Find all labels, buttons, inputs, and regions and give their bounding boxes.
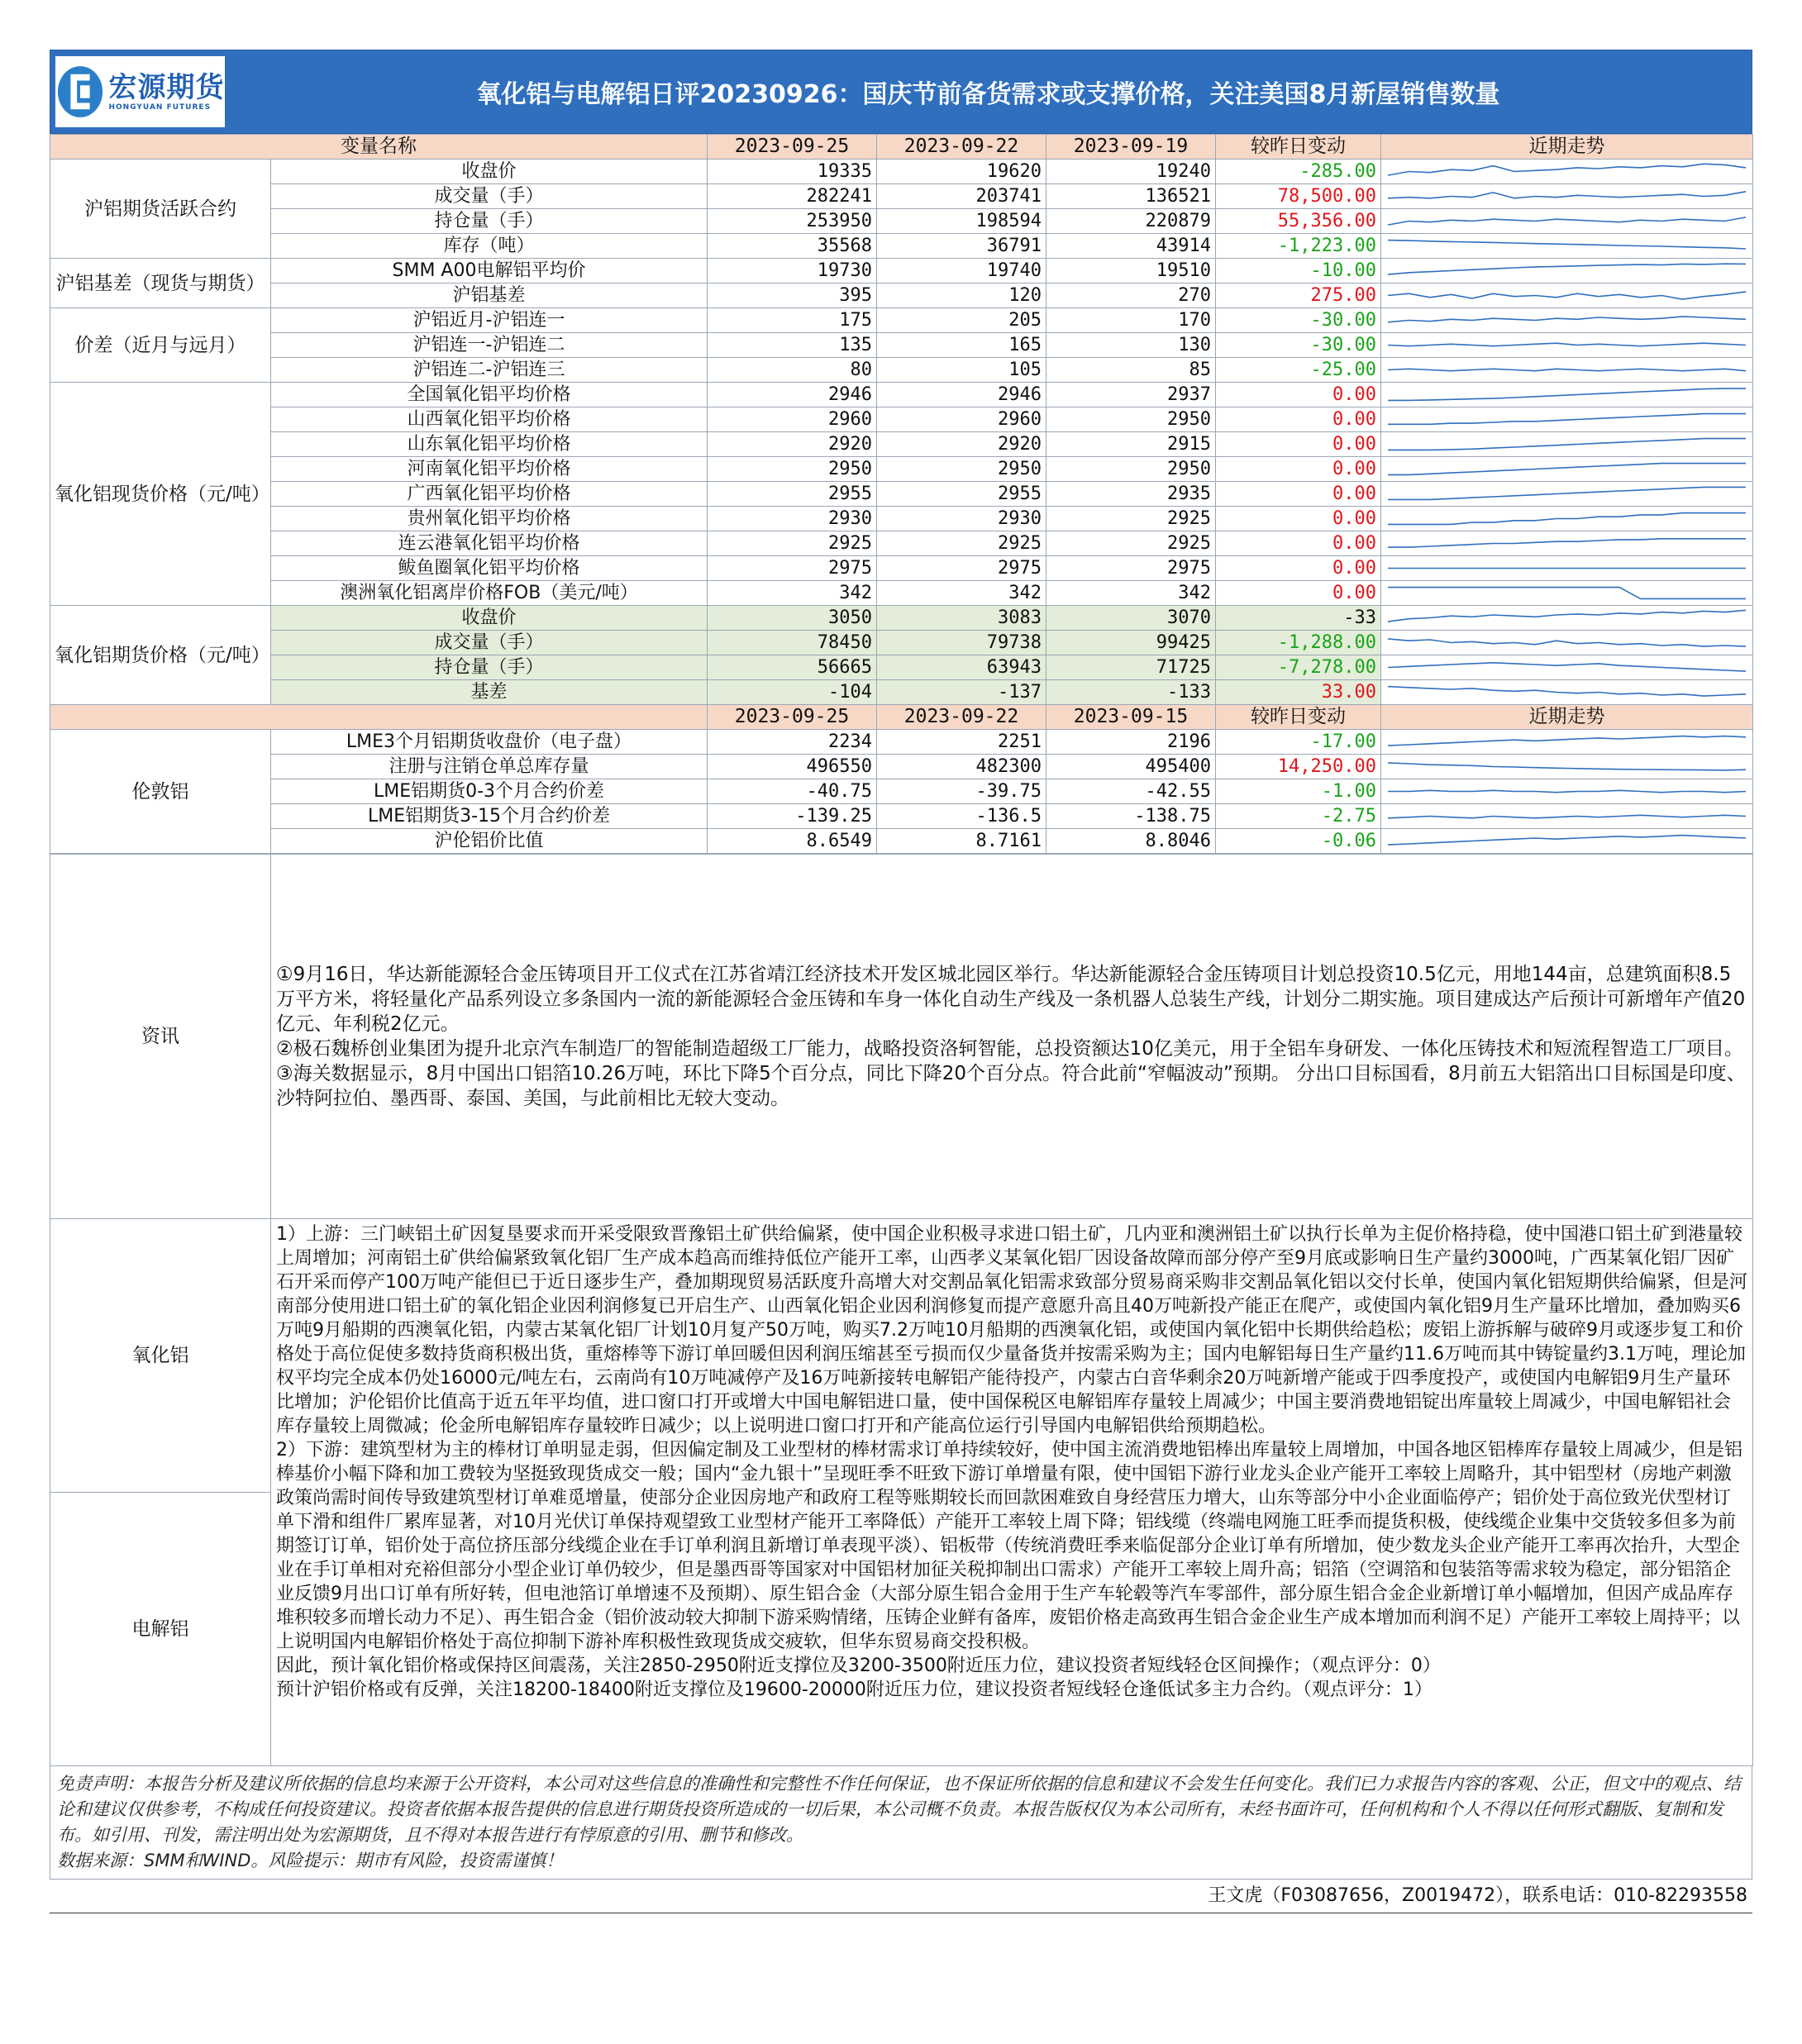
- value-cell: -138.75: [1046, 804, 1216, 829]
- change-cell: -10.00: [1216, 259, 1381, 283]
- value-cell: 136521: [1046, 184, 1216, 209]
- data-row: [50, 779, 1753, 804]
- analysis-content: [271, 1219, 1753, 1766]
- disclaimer-text: 免责声明：本报告分析及建议所依据的信息均来源于公开资料，本公司对这些信息的准确性和完整性不作任何保证，也不保证所依据的信息和建议不会发生任何变化。我们已力求报告内容的客观、公正，但文中的观点、结论和建议仅供参考，不构成任何投资建议。投资者依据本报告提供的信息进行期货投资所造成的一切后果，本公司概不负责。本报告版权仅为本公司所有，未经书面许可，任何机构和个人不得以任何形式翻版、复制和发布。如引用、刊发，需注明出处为宏源期货，且不得对本报告进行有悖原意的引用、删节和修改。: [57, 1774, 1741, 1845]
- data-row: [50, 829, 1753, 854]
- value-cell: 8.6549: [708, 829, 877, 854]
- news-item: ③海关数据显示，8月中国出口铝箔10.26万吨，环比下降5个百分点，同比下降20个百分点。符合此前“窄幅波动”预期。 分出口目标国看，8月前五大铝箔出口目标国是印度、沙特阿拉伯、墨西哥、泰国、美国，与此前相比无较大变动。: [276, 1063, 1746, 1109]
- trend-sparkline-cell: [1381, 184, 1753, 209]
- value-cell: 80: [708, 358, 877, 383]
- column-header: 2023-09-25: [708, 705, 877, 730]
- trend-sparkline-cell: [1381, 209, 1753, 234]
- value-cell: 203741: [877, 184, 1046, 209]
- value-cell: 2925: [708, 531, 877, 556]
- column-header: 2023-09-25: [708, 135, 877, 160]
- variable-name: LME铝期货3-15个月合约价差: [271, 804, 708, 829]
- value-cell: 2950: [877, 457, 1046, 482]
- value-cell: 342: [1046, 581, 1216, 606]
- upstream-analysis: 1）上游：三门峡铝土矿因复垦要求而开采受限致晋豫铝土矿供给偏紧，使中国企业积极寻求进口铝土矿，几内亚和澳洲铝土矿以执行长单为主促价格持稳，使中国港口铝土矿到港量较上周增加；河南铝土矿供给偏紧致氧化铝厂生产成本趋高而维持低位产能开工率，山西孝义某氧化铝厂因设备故障而部分停产至9月底或影响日生产量约3000吨，广西某氧化铝厂因矿石开采而停产100万吨产能但已于近日逐步生产，叠加期现贸易活跃度升高增大对交割品氧化铝需求致部分贸易商采购非交割品氧化铝以交付长单，使国内氧化铝短期供给偏紧，但是河南部分使用进口铝土矿的氧化铝企业因利润修复已开启生产、山西氧化铝企业因利润修复而提产意愿升高且40万吨新投产能正在爬产，或使国内氧化铝9月生产量环比增加，叠加购买6万吨9月船期的西澳氧化铝，内蒙古某氧化铝厂计划10月复产50万吨，购买7.2万吨10月船期的西澳氧化铝，或使国内氧化铝中长期供给趋松；废铝上游拆解与破碎9月或逐步复工和价格处于高位促使多数持货商积极出货，重熔棒等下游订单回暖但因利润压缩甚至亏损而仅少量备货并按需采购为主；国内电解铝每日生产量约11.6万吨而其中铸锭量约3.1万吨，理论加权平均完全成本仍处16000元/吨左右，云南尚有10万吨减停产及16万吨新接转电解铝产能待投产，内蒙古白音华剩余20万吨新增产能或于四季度投产，或使国内电解铝9月生产量环比增加；沪伦铝价比值高于近五年平均值，进口窗口打开或增大中国电解铝进口量，使中国保税区电解铝库存量较上周减少；中国主要消费地铝锭出库量较上周减少，中国电解铝社会库存量较上周微减；伦金所电解铝库存量较昨日减少；以上说明进口窗口打开和产能高位运行引导国内电解铝供给预期趋松。: [276, 1224, 1747, 1437]
- change-cell: -1,223.00: [1216, 234, 1381, 259]
- data-row: [50, 184, 1753, 209]
- trend-sparkline: [1385, 805, 1749, 827]
- value-cell: 270: [1046, 283, 1216, 308]
- column-header: 2023-09-22: [877, 135, 1046, 160]
- value-cell: 2925: [877, 531, 1046, 556]
- data-row: [50, 160, 1753, 184]
- variable-name: LME铝期货0-3个月合约价差: [271, 779, 708, 804]
- trend-line: [1388, 192, 1746, 198]
- variable-name: SMM A00电解铝平均价: [271, 259, 708, 283]
- change-cell: 0.00: [1216, 432, 1381, 457]
- trend-sparkline-cell: [1381, 457, 1753, 482]
- column-header-row: [50, 705, 1753, 730]
- value-cell: -133: [1046, 680, 1216, 705]
- trend-sparkline: [1385, 260, 1749, 282]
- value-cell: 36791: [877, 234, 1046, 259]
- variable-name: 沪铝基差: [271, 283, 708, 308]
- value-cell: 496550: [708, 755, 877, 779]
- trend-sparkline-cell: [1381, 531, 1753, 556]
- trend-line: [1388, 369, 1746, 370]
- value-cell: 2234: [708, 730, 877, 755]
- change-cell: -25.00: [1216, 358, 1381, 383]
- data-row: [50, 631, 1753, 655]
- data-row: [50, 556, 1753, 581]
- value-cell: 2955: [877, 482, 1046, 507]
- trend-sparkline: [1385, 830, 1749, 852]
- value-cell: 19335: [708, 160, 877, 184]
- trend-line: [1388, 164, 1746, 175]
- trend-sparkline-cell: [1381, 234, 1753, 259]
- trend-sparkline-cell: [1381, 804, 1753, 829]
- change-cell: -17.00: [1216, 730, 1381, 755]
- value-cell: 2950: [1046, 407, 1216, 432]
- value-cell: 19730: [708, 259, 877, 283]
- value-cell: 120: [877, 283, 1046, 308]
- trend-line: [1388, 763, 1746, 770]
- domestic-data-table: [50, 134, 1753, 854]
- trend-sparkline: [1385, 557, 1749, 579]
- data-row: [50, 333, 1753, 358]
- value-cell: 495400: [1046, 755, 1216, 779]
- data-row: [50, 606, 1753, 631]
- analysis-labels: [50, 1219, 271, 1766]
- value-cell: 3070: [1046, 606, 1216, 631]
- trend-sparkline-cell: [1381, 482, 1753, 507]
- value-cell: 2946: [708, 383, 877, 407]
- data-row: [50, 358, 1753, 383]
- trend-sparkline-cell: [1381, 160, 1753, 184]
- change-cell: 78,500.00: [1216, 184, 1381, 209]
- trend-sparkline-cell: [1381, 829, 1753, 854]
- value-cell: 35568: [708, 234, 877, 259]
- value-cell: -136.5: [877, 804, 1046, 829]
- trend-line: [1388, 736, 1746, 746]
- change-cell: 55,356.00: [1216, 209, 1381, 234]
- column-header: 2023-09-15: [1046, 705, 1216, 730]
- trend-sparkline: [1385, 483, 1749, 505]
- value-cell: -139.25: [708, 804, 877, 829]
- data-row: [50, 755, 1753, 779]
- variable-name: 收盘价: [271, 606, 708, 631]
- logo-cn-text: 宏源期货: [108, 71, 225, 104]
- data-row: [50, 259, 1753, 283]
- change-cell: 0.00: [1216, 581, 1381, 606]
- trend-line: [1388, 790, 1746, 792]
- trend-line: [1388, 836, 1746, 846]
- value-cell: 2935: [1046, 482, 1216, 507]
- value-cell: 2930: [708, 507, 877, 531]
- trend-line: [1388, 687, 1746, 697]
- value-cell: 71725: [1046, 655, 1216, 680]
- variable-name: 连云港氧化铝平均价格: [271, 531, 708, 556]
- trend-line: [1388, 487, 1746, 499]
- news-label: 资讯: [50, 855, 271, 1219]
- variable-name: 山西氧化铝平均价格: [271, 407, 708, 432]
- variable-name: 河南氧化铝平均价格: [271, 457, 708, 482]
- trend-line: [1388, 439, 1746, 450]
- column-header-row: [50, 135, 1753, 160]
- trend-sparkline-cell: [1381, 631, 1753, 655]
- variable-name: 沪伦铝价比值: [271, 829, 708, 854]
- variable-name: 沪铝近月-沪铝连一: [271, 308, 708, 333]
- data-row: [50, 507, 1753, 531]
- news-content: [271, 855, 1753, 1219]
- change-cell: 0.00: [1216, 507, 1381, 531]
- change-cell: 275.00: [1216, 283, 1381, 308]
- aluminium-label: 电解铝: [131, 1618, 189, 1640]
- variable-name: 基差: [271, 680, 708, 705]
- value-cell: 2950: [708, 457, 877, 482]
- trend-sparkline: [1385, 334, 1749, 356]
- group-label: 沪铝期货活跃合约: [50, 160, 271, 259]
- trend-sparkline-cell: [1381, 779, 1753, 804]
- change-cell: 14,250.00: [1216, 755, 1381, 779]
- value-cell: -39.75: [877, 779, 1046, 804]
- change-cell: -0.06: [1216, 829, 1381, 854]
- trend-line: [1388, 388, 1746, 400]
- trend-sparkline: [1385, 160, 1749, 183]
- value-cell: 2925: [1046, 531, 1216, 556]
- trend-sparkline: [1385, 681, 1749, 703]
- trend-sparkline-cell: [1381, 581, 1753, 606]
- text-section-table: [50, 854, 1753, 1766]
- variable-name: 鲅鱼圈氧化铝平均价格: [271, 556, 708, 581]
- report-title: 氧化铝与电解铝日评20230926：国庆节前备货需求或支撑价格，关注美国8月新屋销售数量: [476, 80, 1500, 109]
- trend-sparkline: [1385, 185, 1749, 207]
- trend-sparkline-cell: [1381, 606, 1753, 631]
- value-cell: 8.8046: [1046, 829, 1216, 854]
- value-cell: 2930: [877, 507, 1046, 531]
- variable-name: 持仓量（手）: [271, 209, 708, 234]
- trend-sparkline: [1385, 507, 1749, 530]
- value-cell: 56665: [708, 655, 877, 680]
- change-cell: -2.75: [1216, 804, 1381, 829]
- trend-sparkline: [1385, 408, 1749, 431]
- value-cell: -42.55: [1046, 779, 1216, 804]
- change-cell: 33.00: [1216, 680, 1381, 705]
- logo-en-text: HONGYUAN FUTURES: [108, 103, 212, 112]
- group-label: 价差（近月与远月）: [50, 308, 271, 383]
- trend-sparkline: [1385, 284, 1749, 307]
- value-cell: 2960: [877, 407, 1046, 432]
- value-cell: -137: [877, 680, 1046, 705]
- trend-sparkline-cell: [1381, 333, 1753, 358]
- value-cell: 253950: [708, 209, 877, 234]
- trend-sparkline-cell: [1381, 259, 1753, 283]
- column-header: 变量名称: [50, 135, 708, 160]
- change-cell: -1.00: [1216, 779, 1381, 804]
- news-row: [50, 855, 1753, 1219]
- value-cell: 99425: [1046, 631, 1216, 655]
- column-header: 较昨日变动: [1216, 135, 1381, 160]
- trend-sparkline-cell: [1381, 432, 1753, 457]
- value-cell: 2960: [708, 407, 877, 432]
- value-cell: 2920: [877, 432, 1046, 457]
- trend-line: [1388, 815, 1746, 818]
- disclaimer-box: [50, 1766, 1752, 1880]
- trend-sparkline-cell: [1381, 358, 1753, 383]
- trend-sparkline-cell: [1381, 730, 1753, 755]
- data-row: [50, 730, 1753, 755]
- change-cell: -30.00: [1216, 333, 1381, 358]
- trend-sparkline: [1385, 656, 1749, 679]
- trend-sparkline: [1385, 309, 1749, 331]
- data-row: [50, 432, 1753, 457]
- trend-line: [1388, 317, 1746, 322]
- trend-sparkline-cell: [1381, 308, 1753, 333]
- trend-line: [1388, 414, 1746, 425]
- trend-sparkline: [1385, 582, 1749, 604]
- value-cell: -104: [708, 680, 877, 705]
- data-row: [50, 209, 1753, 234]
- trend-sparkline: [1385, 607, 1749, 629]
- downstream-analysis: 2）下游：建筑型材为主的棒材订单明显走弱，但因偏定制及工业型材的棒材需求订单持续较好，使中国主流消费地铝棒出库量较上周增加，中国各地区铝棒库存量较上周减少，但是铝棒基价小幅下降和加工费较为坚挺致现货成交一般；国内“金九银十”呈现旺季不旺致下游订单增量有限，使中国铝下游行业龙头企业产能开工率较上周略升，其中铝型材（房地产刺激政策尚需时间传导致建筑型材订单难觅增量，使部分企业因房地产和政府工程等账期较长而回款困难致自身经营压力增大，山东等部分中小企业面临停产；铝价处于高位致光伏型材订单下滑和组件厂累库显著，对10月光伏订单保持观望致工业型材产能开工率降低）产能开工率较上周下降；铝线缆（终端电网施工旺季而提货积极，使线缆企业集中交货较多但多为前期签订订单，铝价处于高位挤压部分线缆企业在手订单利润且新增订单表现平淡）、铝板带（传统消费旺季来临促部分企业订单有所增加，使少数龙头企业产能开工率再次抬升，大型企业在手订单相对充裕但部分小型企业订单仍较少，但是墨西哥等国家对中国铝材加征关税抑制出口需求）产能开工率较上周升高；铝箔（空调箔和包装箔等需求较为稳定，部分铝箔企业反馈9月出口订单有所好转，但电池箔订单增速不及预期）、原生铝合金（大部分原生铝合金用于生产车轮毂等汽车零部件，部分原生铝合金企业新增订单小幅增加，但因产成品库存堆积较多而增长动力不足）、再生铝合金（铝价波动较大抑制下游采购情绪，压铸企业鲜有备库，废铝价格走高致再生铝合金企业生产成本增加而利润不足）产能开工率较上周持平；以上说明国内电解铝价格处于高位抑制下游补库积极性致现货成交疲软，但华东贸易商交投积极。: [276, 1440, 1743, 1652]
- news-item: ①9月16日，华达新能源轻合金压铸项目开工仪式在江苏省靖江经济技术开发区城北园区举行。华达新能源轻合金压铸项目计划总投资10.5亿元，用地144亩，总建筑面积8.5万平方米，将轻量化产品系列设立多条国内一流的新能源轻合金压铸和车身一体化自动生产线及一条机器人总装生产线，计划分二期实施。项目建成达产后预计可新增年产值20亿元、年利税2亿元。: [276, 964, 1746, 1035]
- value-cell: 8.7161: [877, 829, 1046, 854]
- value-cell: 79738: [877, 631, 1046, 655]
- column-header: 近期走势: [1381, 705, 1753, 730]
- value-cell: 19240: [1046, 160, 1216, 184]
- trend-line: [1388, 217, 1746, 225]
- data-row: [50, 407, 1753, 432]
- trend-sparkline: [1385, 780, 1749, 803]
- data-row: [50, 283, 1753, 308]
- alumina-label: 氧化铝: [50, 1219, 270, 1493]
- value-cell: 342: [708, 581, 877, 606]
- alumina-view: 因此，预计氧化铝价格或保持区间震荡，关注2850-2950附近支撑位及3200-3500附近压力位，建议投资者短线轻仓区间操作；（观点评分：0）: [276, 1656, 1441, 1676]
- data-row: [50, 308, 1753, 333]
- change-cell: 0.00: [1216, 383, 1381, 407]
- value-cell: 170: [1046, 308, 1216, 333]
- value-cell: 205: [877, 308, 1046, 333]
- data-row: [50, 234, 1753, 259]
- value-cell: 105: [877, 358, 1046, 383]
- value-cell: 2925: [1046, 507, 1216, 531]
- trend-line: [1388, 292, 1746, 299]
- value-cell: 2946: [877, 383, 1046, 407]
- analyst-contact: 王文虎（F03087656，Z0019472），联系电话：010-82293558: [50, 1880, 1752, 1913]
- data-row: [50, 531, 1753, 556]
- change-cell: -1,288.00: [1216, 631, 1381, 655]
- variable-name: 沪铝连一-沪铝连二: [271, 333, 708, 358]
- column-header: 2023-09-22: [877, 705, 1046, 730]
- trend-sparkline-cell: [1381, 283, 1753, 308]
- trend-sparkline: [1385, 731, 1749, 753]
- group-label: 伦敦铝: [50, 730, 271, 854]
- variable-name: 注册与注销仓单总库存量: [271, 755, 708, 779]
- variable-name: 库存（吨）: [271, 234, 708, 259]
- trend-sparkline: [1385, 631, 1749, 654]
- data-row: [50, 383, 1753, 407]
- trend-sparkline-cell: [1381, 383, 1753, 407]
- value-cell: 3083: [877, 606, 1046, 631]
- variable-name: 贵州氧化铝平均价格: [271, 507, 708, 531]
- value-cell: 2975: [877, 556, 1046, 581]
- value-cell: 19740: [877, 259, 1046, 283]
- value-cell: 2251: [877, 730, 1046, 755]
- data-row: [50, 581, 1753, 606]
- column-header: 近期走势: [1381, 135, 1753, 160]
- data-source-text: 数据来源：SMM和WIND。风险提示：期市有风险，投资需谨慎！: [57, 1851, 564, 1870]
- value-cell: 395: [708, 283, 877, 308]
- change-cell: 0.00: [1216, 556, 1381, 581]
- trend-sparkline-cell: [1381, 680, 1753, 705]
- value-cell: 2975: [1046, 556, 1216, 581]
- column-header: 较昨日变动: [1216, 705, 1381, 730]
- value-cell: 3050: [708, 606, 877, 631]
- trend-line: [1388, 513, 1746, 525]
- change-cell: 0.00: [1216, 531, 1381, 556]
- trend-sparkline-cell: [1381, 655, 1753, 680]
- trend-line: [1388, 539, 1746, 547]
- variable-name: 全国氧化铝平均价格: [271, 383, 708, 407]
- value-cell: 342: [877, 581, 1046, 606]
- value-cell: 2196: [1046, 730, 1216, 755]
- value-cell: 19510: [1046, 259, 1216, 283]
- value-cell: 2975: [708, 556, 877, 581]
- trend-sparkline: [1385, 532, 1749, 555]
- value-cell: 2955: [708, 482, 877, 507]
- trend-sparkline-cell: [1381, 407, 1753, 432]
- report-page: [50, 50, 1752, 1913]
- aluminium-view: 预计沪铝价格或有反弹，关注18200-18400附近支撑位及19600-20000附近压力位，建议投资者短线轻仓逢低试多主力合约。（观点评分：1）: [276, 1680, 1433, 1700]
- trend-sparkline: [1385, 359, 1749, 381]
- variable-name: 持仓量（手）: [271, 655, 708, 680]
- value-cell: 135: [708, 333, 877, 358]
- variable-name: 收盘价: [271, 160, 708, 184]
- report-header: [50, 50, 1752, 134]
- trend-sparkline-cell: [1381, 507, 1753, 531]
- data-row: [50, 804, 1753, 829]
- data-row: [50, 680, 1753, 705]
- data-row: [50, 482, 1753, 507]
- data-row: [50, 655, 1753, 680]
- trend-line: [1388, 464, 1746, 475]
- variable-name: 沪铝连二-沪铝连三: [271, 358, 708, 383]
- trend-line: [1388, 639, 1746, 646]
- trend-sparkline: [1385, 433, 1749, 455]
- trend-line: [1388, 343, 1746, 346]
- trend-sparkline: [1385, 384, 1749, 406]
- variable-name: LME3个月铝期货收盘价（电子盘）: [271, 730, 708, 755]
- group-label: 氧化铝期货价格（元/吨）: [50, 606, 271, 705]
- change-cell: -285.00: [1216, 160, 1381, 184]
- data-row: [50, 457, 1753, 482]
- variable-name: 山东氧化铝平均价格: [271, 432, 708, 457]
- value-cell: 220879: [1046, 209, 1216, 234]
- trend-line: [1388, 241, 1746, 249]
- group-label: 沪铝基差（现货与期货）: [50, 259, 271, 308]
- value-cell: 2920: [708, 432, 877, 457]
- trend-line: [1388, 663, 1746, 671]
- trend-sparkline: [1385, 210, 1749, 232]
- company-logo: [55, 56, 225, 127]
- trend-sparkline-cell: [1381, 755, 1753, 779]
- value-cell: 282241: [708, 184, 877, 209]
- value-cell: 19620: [877, 160, 1046, 184]
- change-cell: -7,278.00: [1216, 655, 1381, 680]
- value-cell: 43914: [1046, 234, 1216, 259]
- value-cell: 2950: [1046, 457, 1216, 482]
- value-cell: 175: [708, 308, 877, 333]
- value-cell: 130: [1046, 333, 1216, 358]
- variable-name: 广西氧化铝平均价格: [271, 482, 708, 507]
- hongyuan-logo-icon: [56, 63, 104, 121]
- trend-line: [1388, 588, 1746, 599]
- value-cell: 165: [877, 333, 1046, 358]
- column-header: [50, 705, 708, 730]
- value-cell: -40.75: [708, 779, 877, 804]
- change-cell: 0.00: [1216, 482, 1381, 507]
- change-cell: 0.00: [1216, 457, 1381, 482]
- value-cell: 198594: [877, 209, 1046, 234]
- trend-line: [1388, 610, 1746, 622]
- value-cell: 63943: [877, 655, 1046, 680]
- variable-name: 澳洲氧化铝离岸价格FOB（美元/吨）: [271, 581, 708, 606]
- variable-name: 成交量（手）: [271, 631, 708, 655]
- trend-sparkline-cell: [1381, 556, 1753, 581]
- variable-name: 成交量（手）: [271, 184, 708, 209]
- trend-sparkline: [1385, 755, 1749, 778]
- value-cell: 2937: [1046, 383, 1216, 407]
- column-header: 2023-09-19: [1046, 135, 1216, 160]
- value-cell: 2915: [1046, 432, 1216, 457]
- trend-line: [1388, 264, 1746, 274]
- value-cell: 85: [1046, 358, 1216, 383]
- value-cell: 78450: [708, 631, 877, 655]
- trend-sparkline: [1385, 235, 1749, 257]
- trend-sparkline: [1385, 458, 1749, 480]
- analysis-row: [50, 1219, 1753, 1766]
- change-cell: 0.00: [1216, 407, 1381, 432]
- news-item: ②极石魏桥创业集团为提升北京汽车制造厂的智能制造超级工厂能力，战略投资洛轲智能，总投资额达10亿美元，用于全铝车身研发、一体化压铸技术和短流程智造工厂项目。: [276, 1038, 1743, 1060]
- value-cell: 482300: [877, 755, 1046, 779]
- group-label: 氧化铝现货价格（元/吨）: [50, 383, 271, 606]
- change-cell: -30.00: [1216, 308, 1381, 333]
- change-cell: -33: [1216, 606, 1381, 631]
